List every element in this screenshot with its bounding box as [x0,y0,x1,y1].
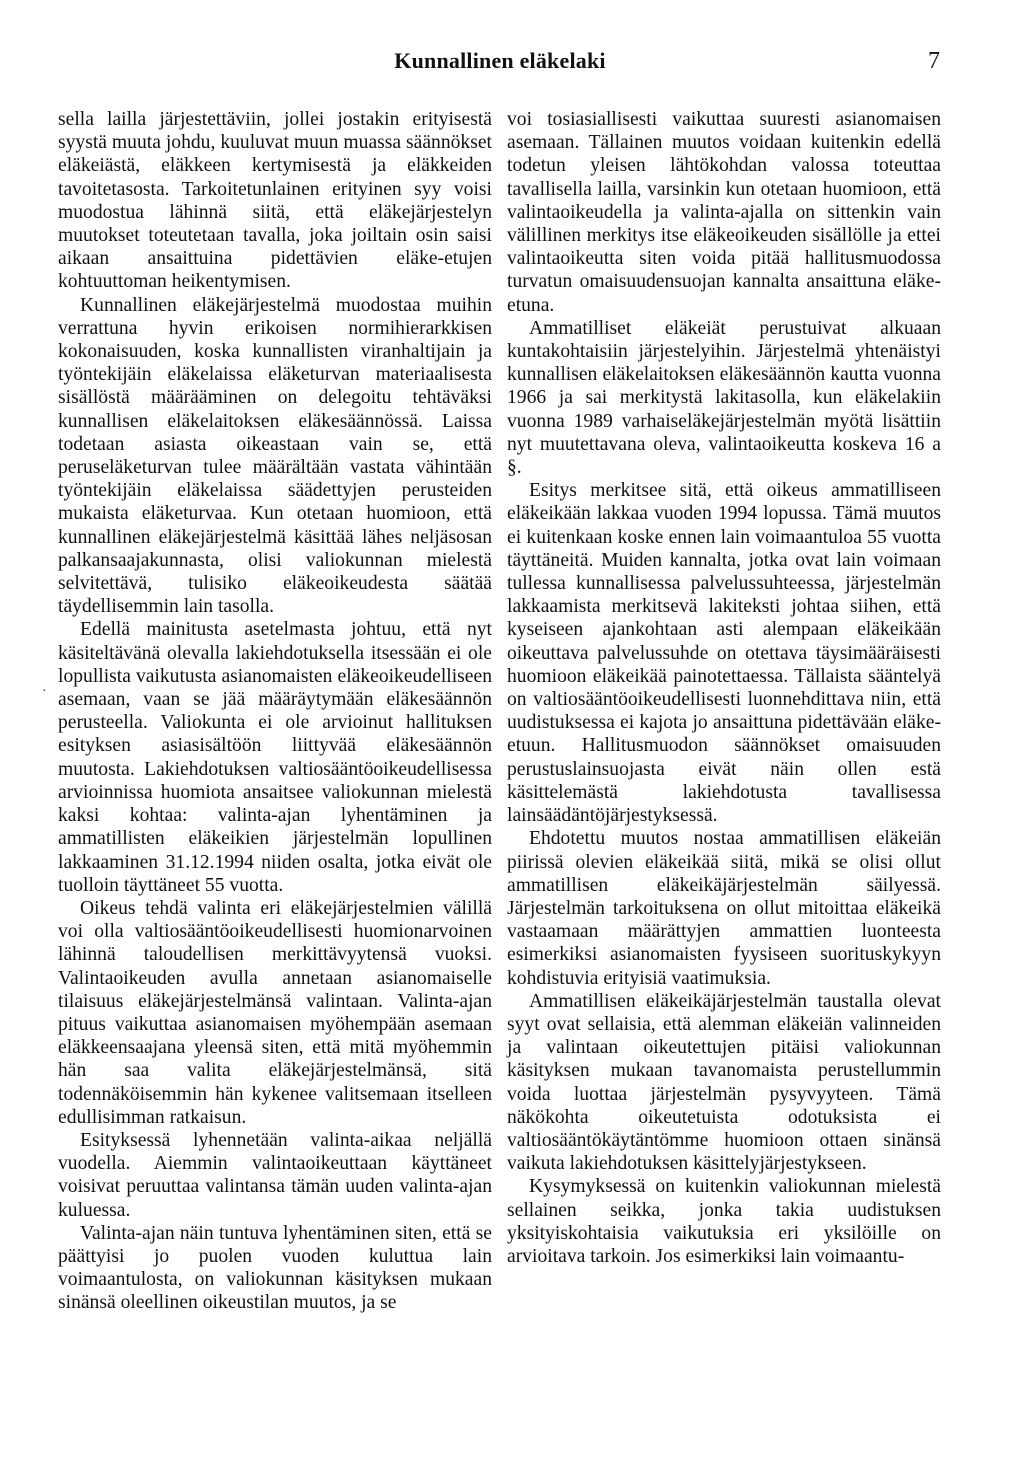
left-column [58,108,492,1315]
paragraph: Kysymyksessä on kuitenkin valiokunnan mielestä sellainen seikka, jonka takia uudistuksen yksityiskohtaisia vaikutuksia eri yksilöille on arvioitava tarkoin. Jos esimerkiksi lain voimaantu- [507,1176,941,1267]
page-number: 7 [928,48,940,74]
paragraph: Valinta-ajan näin tuntuva lyhentäminen siten, että se päättyisi jo puolen vuoden kuluttua lain voimaantulosta, on valiokunnan käsityksen mukaan sinänsä oleellinen oikeustilan muutos, ja se [58,1222,492,1314]
paragraph: Esitys merkitsee sitä, että oikeus ammatilliseen eläkeikään lakkaa vuoden 1994 lopussa. Tämä muutos ei kuitenkaan koske ennen lain voimaantuloa 55 vuotta täyttäneitä. Muiden kannalta, jotka ovat lain voimaan tullessa kunnallisessa palvelussuhteessa, järjestelmän lakkaamista merkitsevä lakiteksti johtaa siihen, että kyseiseen ajankohtaan asti alempaan eläkeikään oikeuttava palvelussuhde on otettava täysimääräisesti huomioon eläkeikää painotettaessa. Tällaista sääntelyä on valtiosääntöoikeudellisesti luonnehdittava niin, että uudistuksessa ei kajota jo ansaittuna pidettävään eläke-etuun. Hallitusmuodon säännökset omaisuuden perustuslainsuojasta eivät näin ollen estä käsittelemästä lakiehdotusta tavallisessa lainsäädäntöjärjestyksessä. [507,480,941,827]
right-column [507,108,941,1268]
paragraph: Oikeus tehdä valinta eri eläkejärjestelmien välillä voi olla valtiosääntöoikeudellisesti huomionarvoinen lähinnä taloudellisen merkittävyytensä vuoksi. Valintaoikeuden avulla annetaan asianomaiselle tilaisuus eläkejärjestelmänsä valintaan. Valinta-ajan pituus vaikuttaa asianomaisen myöhempään asemaan eläkkeensaajana yleensä siten, että mitä myöhemmin hän saa valita eläkejärjestelmänsä, sitä todennäköisemmin hän kykenee valitsemaan itselleen edullisimman ratkaisun. [58,897,492,1128]
paragraph: Ehdotettu muutos nostaa ammatillisen eläkeiän piirissä olevien eläkeikää siitä, mikä se olisi ollut ammatillisen eläkeikäjärjestelmän säilyessä. Järjestelmän tarkoituksena on ollut mitoittaa eläkeikä vastaamaan määrättyjen ammattien luonteesta esimerkiksi asianomaisten fyysiseen suorituskykyyn kohdistuvia erityisiä vaatimuksia. [507,828,941,989]
paragraph: Kunnallinen eläkejärjestelmä muodostaa muihin verrattuna hyvin erikoisen normihierarkkisen kokonaisuuden, koska kunnallisten viranhaltijain ja työntekijäin eläkelaissa eläketurvan materiaalisesta sisällöstä määrääminen on delegoitu tehtäväksi kunnallisen eläkelaitoksen eläkesäännössä. Laissa todetaan asiasta oikeastaan vain se, että peruseläketurvan tulee määrältään vastata vähintään työntekijäin eläkelaissa säädettyjen perusteiden mukaista eläketurvaa. Kun otetaan huomioon, että kunnallinen eläkejärjestelmä käsittää lähes neljäsosan palkansaajakunnasta, olisi valiokunnan mielestä selvitettävä, tulisiko eläkeoikeudesta säätää täydellisemmin lain tasolla. [58,294,492,618]
margin-dot: · [42,684,47,699]
paragraph: Ammatillisen eläkeikäjärjestelmän taustalla olevat syyt ovat sellaisia, että alemman eläkeiän valinneiden ja valintaan oikeutettujen pitäisi valiokunnan käsityksen mukaan tavanomaista perustellummin voida luottaa järjestelmän pysyvyyteen. Tämä näkökohta oikeutetuista odotuksista ei valtiosääntökäytäntömme huomioon ottaen sinänsä vaikuta lakiehdotuksen käsittelyjärjestykseen. [507,990,941,1175]
paragraph: sella lailla järjestettäviin, jollei jostakin erityisestä syystä muuta johdu, kuuluvat muun muassa säännökset eläkeiästä, eläkkeen kertymisestä ja eläkkeiden tavoitetasosta. Tarkoitetunlainen erityinen syy voisi muodostua lähinnä siitä, että eläkejärjestelyn muutokset toteutetaan tavalla, joka joiltain osin saisi aikaan ansaittuina pidettävien eläke-etujen kohtuuttoman heikentymisen. [58,109,492,293]
paragraph: voi tosiasiallisesti vaikuttaa suuresti asianomaisen asemaan. Tällainen muutos voidaan kuitenkin edellä todetun yleisen lähtökohdan valossa toteuttaa tavallisella lailla, varsinkin kun otetaan huomioon, että valintaoikeudella ja valinta-ajalla on sittenkin vain välillinen merkitys itse eläkeoikeuden sisällölle ja ettei valintaoikeutta siten voida pitää hallitusmuodossa turvatun omaisuudensuojan kannalta ansaittuna eläke-etuna. [507,109,941,316]
running-title: Kunnallinen eläkelaki [394,48,606,73]
paragraph: Edellä mainitusta asetelmasta johtuu, että nyt käsiteltävänä olevalla lakiehdotuksella itsessään ei ole lopullista vaikutusta asianomaisten eläkeoikeudelliseen asemaan, vaan se jää määräytymään eläkesäännön perusteella. Valiokunta ei ole arvioinut hallituksen esityksen asiasisältöön liittyvää eläkesäännön muutosta. Lakiehdotuksen valtiosääntöoikeudellisessa arvioinnissa huomiota ansaitsee valiokunnan mielestä kaksi kohtaa: valinta-ajan lyhentäminen ja ammatillisten eläkeikien järjestelmän lopullinen lakkaaminen 31.12.1994 niiden osalta, jotka eivät ole tuolloin täyttäneet 55 vuotta. [58,619,492,896]
paragraph: Esityksessä lyhennetään valinta-aikaa neljällä vuodella. Aiemmin valintaoikeuttaan käyttäneet voisivat peruuttaa valintansa tämän uuden valinta-ajan kuluessa. [58,1129,492,1221]
page-header [60,48,940,88]
paragraph: Ammatilliset eläkeiät perustuivat alkuaan kuntakohtaisiin järjestelyihin. Järjestelmä yhtenäistyi kunnallisen eläkelaitoksen eläkesäännön kautta vuonna 1966 ja sai merkitystä lakitasolla, kun eläkelakiin vuonna 1989 varhaiseläkejärjestelmän myötä lisättiin nyt muutettavana oleva, valintaoikeutta koskeva 16 a §. [507,317,941,479]
